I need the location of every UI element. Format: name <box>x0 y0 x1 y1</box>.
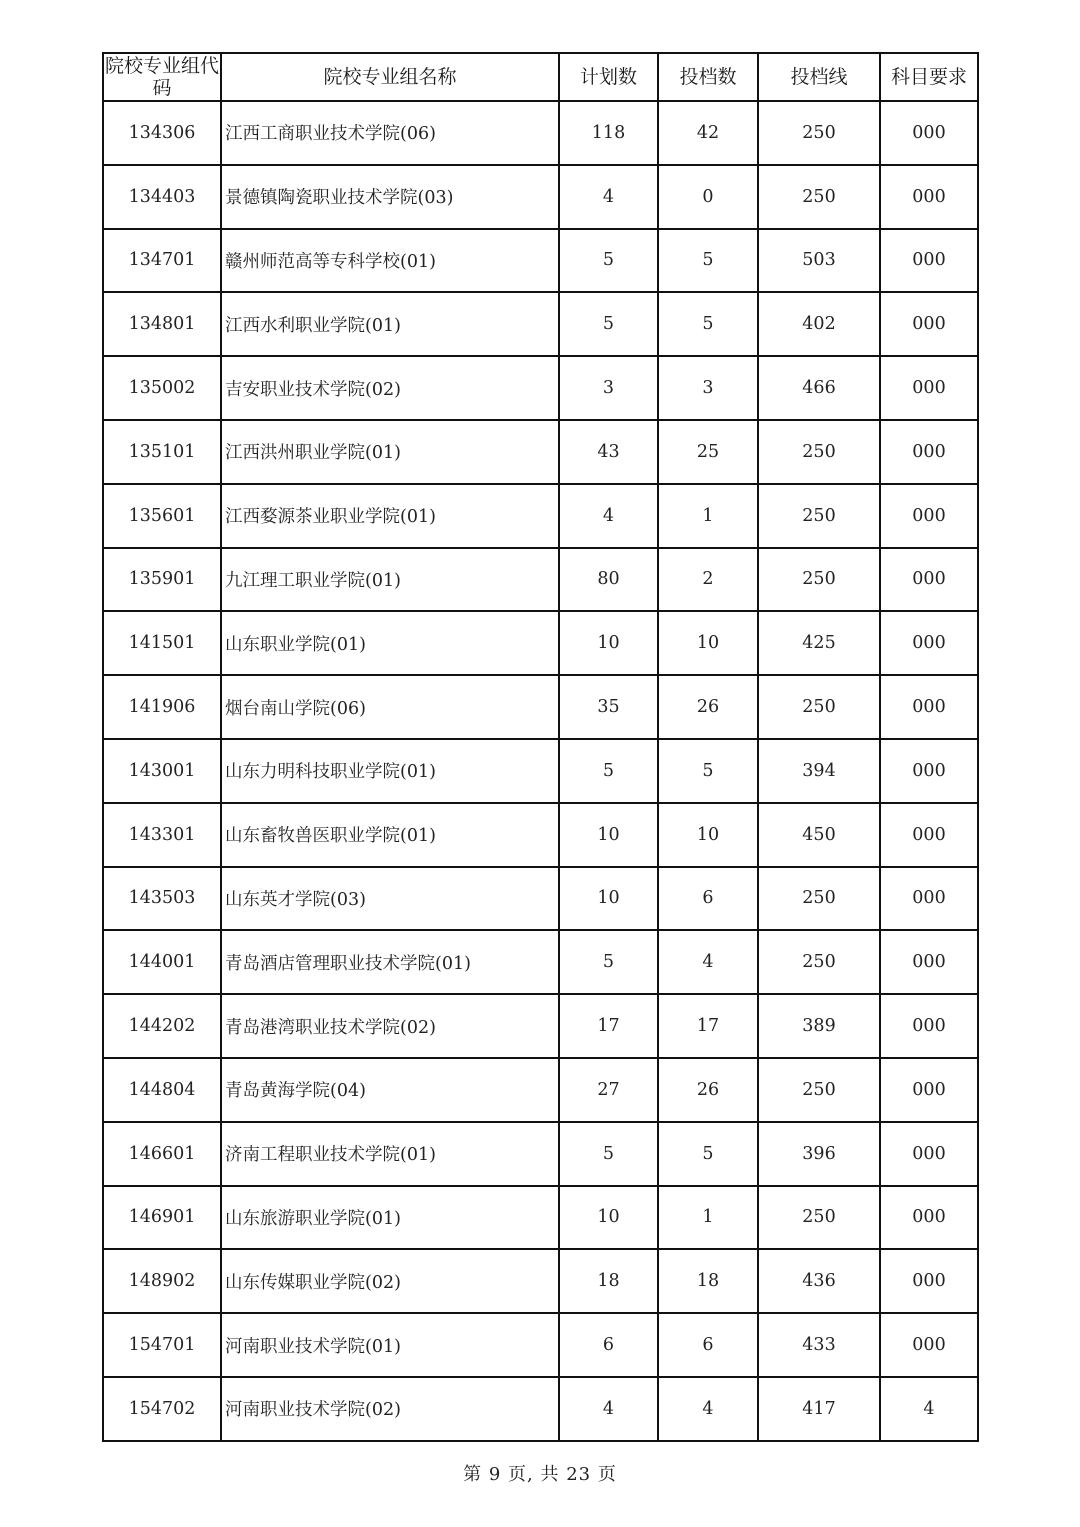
cell-subject: 000 <box>880 803 978 867</box>
cell-name: 江西洪州职业学院(01) <box>221 420 559 484</box>
cell-name: 河南职业技术学院(02) <box>221 1377 559 1441</box>
cell-name: 山东力明科技职业学院(01) <box>221 739 559 803</box>
cell-code: 146601 <box>103 1122 221 1186</box>
table-row <box>103 994 978 1058</box>
cell-name: 山东职业学院(01) <box>221 611 559 675</box>
cell-code: 134701 <box>103 229 221 293</box>
cell-subject: 000 <box>880 1122 978 1186</box>
cell-subject: 000 <box>880 739 978 803</box>
cell-subject: 000 <box>880 930 978 994</box>
cell-admitted: 3 <box>658 356 758 420</box>
cell-cutoff: 417 <box>758 1377 880 1441</box>
cell-name: 山东旅游职业学院(01) <box>221 1186 559 1250</box>
cell-cutoff: 250 <box>758 1186 880 1250</box>
header-plan: 计划数 <box>559 53 658 101</box>
table-header-row <box>103 53 978 101</box>
cell-code: 134306 <box>103 101 221 165</box>
cell-name: 九江理工职业学院(01) <box>221 548 559 612</box>
cell-cutoff: 389 <box>758 994 880 1058</box>
cell-subject: 000 <box>880 229 978 293</box>
table-row <box>103 165 978 229</box>
cell-name: 山东畜牧兽医职业学院(01) <box>221 803 559 867</box>
cell-subject: 000 <box>880 1313 978 1377</box>
cell-cutoff: 250 <box>758 101 880 165</box>
table-row <box>103 1122 978 1186</box>
cell-name: 青岛港湾职业技术学院(02) <box>221 994 559 1058</box>
cell-cutoff: 250 <box>758 930 880 994</box>
cell-cutoff: 433 <box>758 1313 880 1377</box>
table-row <box>103 611 978 675</box>
cell-plan: 17 <box>559 994 658 1058</box>
cell-admitted: 5 <box>658 739 758 803</box>
cell-subject: 000 <box>880 484 978 548</box>
cell-code: 135101 <box>103 420 221 484</box>
cell-subject: 000 <box>880 611 978 675</box>
table-row <box>103 803 978 867</box>
cell-cutoff: 425 <box>758 611 880 675</box>
cell-admitted: 4 <box>658 1377 758 1441</box>
cell-admitted: 10 <box>658 803 758 867</box>
cell-admitted: 10 <box>658 611 758 675</box>
cell-subject: 000 <box>880 1186 978 1250</box>
table-row <box>103 292 978 356</box>
cell-subject: 000 <box>880 101 978 165</box>
table-row <box>103 1249 978 1313</box>
table-row <box>103 1313 978 1377</box>
admission-table <box>102 52 979 1442</box>
cell-code: 143001 <box>103 739 221 803</box>
cell-code: 143503 <box>103 867 221 931</box>
cell-plan: 10 <box>559 611 658 675</box>
header-subject: 科目要求 <box>880 53 978 101</box>
cell-subject: 000 <box>880 292 978 356</box>
cell-name: 山东英才学院(03) <box>221 867 559 931</box>
cell-admitted: 42 <box>658 101 758 165</box>
header-cutoff: 投档线 <box>758 53 880 101</box>
table-row <box>103 930 978 994</box>
cell-name: 青岛酒店管理职业技术学院(01) <box>221 930 559 994</box>
table-row <box>103 548 978 612</box>
cell-cutoff: 250 <box>758 867 880 931</box>
table-row <box>103 867 978 931</box>
cell-cutoff: 466 <box>758 356 880 420</box>
table-row <box>103 739 978 803</box>
cell-plan: 6 <box>559 1313 658 1377</box>
cell-plan: 18 <box>559 1249 658 1313</box>
cell-admitted: 0 <box>658 165 758 229</box>
cell-cutoff: 450 <box>758 803 880 867</box>
cell-subject: 000 <box>880 994 978 1058</box>
cell-cutoff: 394 <box>758 739 880 803</box>
cell-admitted: 26 <box>658 675 758 739</box>
cell-subject: 000 <box>880 1058 978 1122</box>
cell-code: 135601 <box>103 484 221 548</box>
cell-admitted: 25 <box>658 420 758 484</box>
cell-cutoff: 250 <box>758 548 880 612</box>
cell-name: 江西婺源茶业职业学院(01) <box>221 484 559 548</box>
cell-name: 景德镇陶瓷职业技术学院(03) <box>221 165 559 229</box>
cell-name: 烟台南山学院(06) <box>221 675 559 739</box>
cell-plan: 10 <box>559 803 658 867</box>
cell-name: 山东传媒职业学院(02) <box>221 1249 559 1313</box>
cell-admitted: 5 <box>658 229 758 293</box>
cell-plan: 4 <box>559 165 658 229</box>
cell-plan: 5 <box>559 739 658 803</box>
cell-name: 青岛黄海学院(04) <box>221 1058 559 1122</box>
cell-code: 141906 <box>103 675 221 739</box>
cell-admitted: 2 <box>658 548 758 612</box>
cell-cutoff: 250 <box>758 165 880 229</box>
cell-subject: 000 <box>880 1249 978 1313</box>
cell-admitted: 1 <box>658 484 758 548</box>
cell-code: 144001 <box>103 930 221 994</box>
cell-name: 江西水利职业学院(01) <box>221 292 559 356</box>
page-number-footer: 第 9 页, 共 23 页 <box>463 1464 617 1485</box>
cell-name: 河南职业技术学院(01) <box>221 1313 559 1377</box>
cell-code: 144804 <box>103 1058 221 1122</box>
cell-subject: 000 <box>880 867 978 931</box>
cell-cutoff: 250 <box>758 484 880 548</box>
table-row <box>103 1058 978 1122</box>
cell-admitted: 4 <box>658 930 758 994</box>
cell-plan: 5 <box>559 1122 658 1186</box>
cell-plan: 4 <box>559 484 658 548</box>
cell-plan: 10 <box>559 1186 658 1250</box>
header-code: 院校专业组代码 <box>104 55 219 99</box>
table-row <box>103 484 978 548</box>
cell-plan: 43 <box>559 420 658 484</box>
cell-cutoff: 396 <box>758 1122 880 1186</box>
cell-name: 吉安职业技术学院(02) <box>221 356 559 420</box>
cell-admitted: 17 <box>658 994 758 1058</box>
cell-cutoff: 250 <box>758 420 880 484</box>
cell-cutoff: 250 <box>758 675 880 739</box>
cell-name: 赣州师范高等专科学校(01) <box>221 229 559 293</box>
cell-code: 141501 <box>103 611 221 675</box>
cell-admitted: 18 <box>658 1249 758 1313</box>
header-admitted: 投档数 <box>658 53 758 101</box>
cell-subject: 000 <box>880 548 978 612</box>
cell-admitted: 5 <box>658 1122 758 1186</box>
cell-code: 135002 <box>103 356 221 420</box>
table-row <box>103 1186 978 1250</box>
table-row <box>103 229 978 293</box>
cell-plan: 80 <box>559 548 658 612</box>
cell-code: 144202 <box>103 994 221 1058</box>
cell-name: 济南工程职业技术学院(01) <box>221 1122 559 1186</box>
cell-subject: 000 <box>880 165 978 229</box>
cell-code: 143301 <box>103 803 221 867</box>
cell-admitted: 6 <box>658 1313 758 1377</box>
cell-code: 154702 <box>103 1377 221 1441</box>
cell-admitted: 1 <box>658 1186 758 1250</box>
cell-plan: 118 <box>559 101 658 165</box>
cell-code: 146901 <box>103 1186 221 1250</box>
cell-code: 148902 <box>103 1249 221 1313</box>
header-name: 院校专业组名称 <box>221 53 559 101</box>
table-row <box>103 356 978 420</box>
cell-admitted: 5 <box>658 292 758 356</box>
cell-plan: 5 <box>559 229 658 293</box>
cell-subject: 000 <box>880 420 978 484</box>
cell-cutoff: 402 <box>758 292 880 356</box>
cell-subject: 000 <box>880 675 978 739</box>
cell-cutoff: 250 <box>758 1058 880 1122</box>
cell-plan: 3 <box>559 356 658 420</box>
table-row <box>103 420 978 484</box>
table-row <box>103 675 978 739</box>
cell-subject: 000 <box>880 356 978 420</box>
cell-admitted: 26 <box>658 1058 758 1122</box>
cell-plan: 27 <box>559 1058 658 1122</box>
cell-code: 134801 <box>103 292 221 356</box>
cell-name: 江西工商职业技术学院(06) <box>221 101 559 165</box>
table-body <box>103 101 978 1441</box>
cell-plan: 10 <box>559 867 658 931</box>
cell-plan: 4 <box>559 1377 658 1441</box>
cell-cutoff: 436 <box>758 1249 880 1313</box>
cell-code: 135901 <box>103 548 221 612</box>
cell-code: 154701 <box>103 1313 221 1377</box>
cell-subject: 4 <box>880 1377 978 1441</box>
cell-plan: 5 <box>559 292 658 356</box>
cell-code: 134403 <box>103 165 221 229</box>
cell-plan: 5 <box>559 930 658 994</box>
cell-plan: 35 <box>559 675 658 739</box>
cell-cutoff: 503 <box>758 229 880 293</box>
cell-admitted: 6 <box>658 867 758 931</box>
table-row <box>103 1377 978 1441</box>
table-row <box>103 101 978 165</box>
